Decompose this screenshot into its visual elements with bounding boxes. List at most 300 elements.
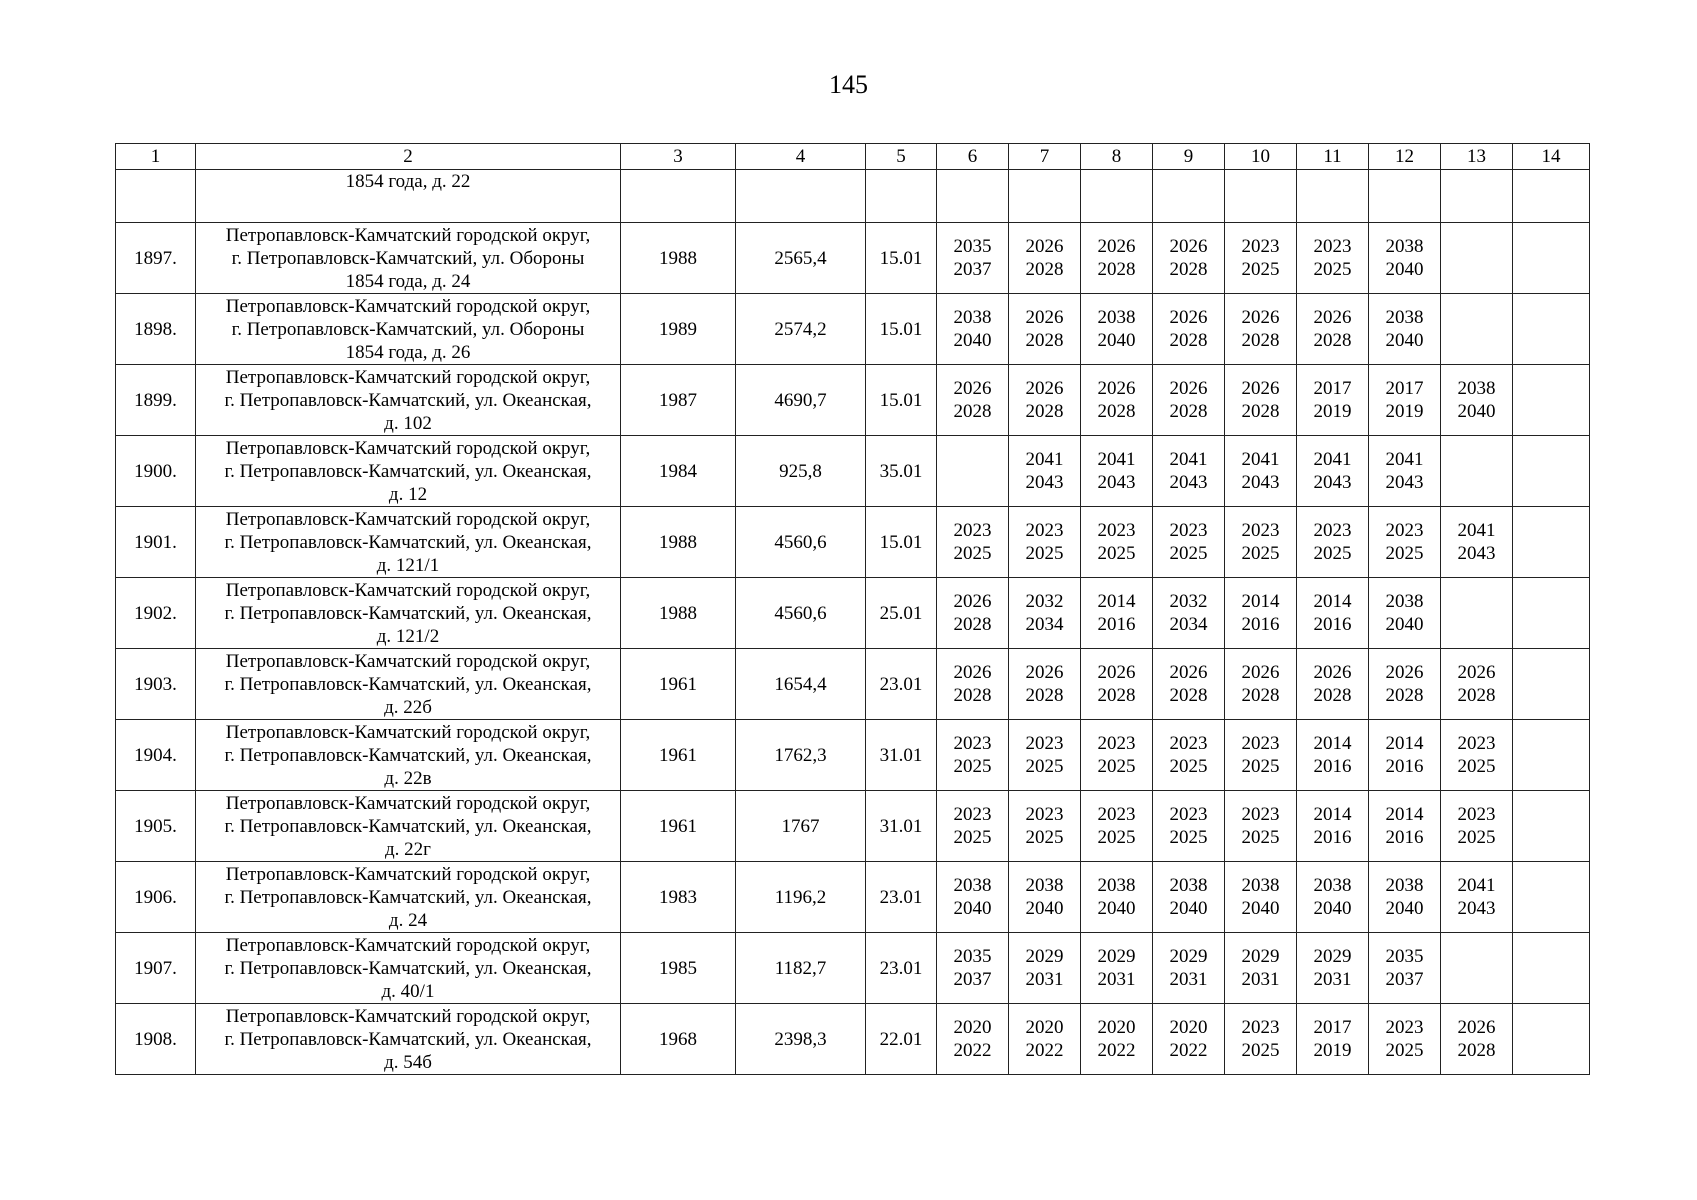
period-start: 2026 xyxy=(1241,662,1280,683)
period-start: 2026 xyxy=(1097,662,1136,683)
row-number-cell: 1900. xyxy=(116,436,196,507)
address-line: г. Петропавловск-Камчатский, ул. Океанская, xyxy=(224,531,592,553)
period-start: 2023 xyxy=(1457,804,1496,825)
period-end: 2034 xyxy=(1025,614,1064,635)
address-line: Петропавловск-Камчатский городской округ, xyxy=(225,295,591,317)
period-cell xyxy=(1513,1004,1590,1075)
period-end: 2025 xyxy=(1025,756,1064,777)
period-end: 2022 xyxy=(1097,1040,1136,1061)
table-row xyxy=(116,720,1590,791)
period-cell xyxy=(1369,436,1441,507)
period-end: 2043 xyxy=(1313,472,1352,493)
period-start: 2026 xyxy=(1457,662,1496,683)
empty-cell xyxy=(1369,170,1441,223)
year-cell: 1961 xyxy=(621,791,736,862)
period-end: 2028 xyxy=(1169,685,1208,706)
period-cell xyxy=(1009,791,1081,862)
period-end: 2028 xyxy=(1313,685,1352,706)
period-cell xyxy=(1297,223,1369,294)
row-number-cell: 1908. xyxy=(116,1004,196,1075)
column-header: 14 xyxy=(1513,144,1590,170)
code-cell: 15.01 xyxy=(866,507,937,578)
period-start: 2023 xyxy=(953,520,992,541)
period-start: 2023 xyxy=(1385,520,1424,541)
area-cell: 925,8 xyxy=(736,436,866,507)
period-end: 2037 xyxy=(953,259,992,280)
period-start: 2026 xyxy=(1025,307,1064,328)
period-end: 2028 xyxy=(953,614,992,635)
address-cell xyxy=(196,933,621,1004)
period-start: 2038 xyxy=(1385,236,1424,257)
period-start: 2023 xyxy=(1241,733,1280,754)
period-cell xyxy=(1441,791,1513,862)
year-cell: 1988 xyxy=(621,507,736,578)
period-end: 2022 xyxy=(1169,1040,1208,1061)
empty-cell xyxy=(1297,170,1369,223)
code-cell: 31.01 xyxy=(866,720,937,791)
period-cell xyxy=(1513,223,1590,294)
column-header: 10 xyxy=(1225,144,1297,170)
column-header: 4 xyxy=(736,144,866,170)
period-cell xyxy=(1081,933,1153,1004)
period-cell xyxy=(1225,223,1297,294)
table-row xyxy=(116,294,1590,365)
period-start: 2023 xyxy=(1241,804,1280,825)
period-start: 2038 xyxy=(1025,875,1064,896)
period-cell xyxy=(1441,436,1513,507)
period-cell xyxy=(1369,507,1441,578)
area-cell: 2574,2 xyxy=(736,294,866,365)
address-cell xyxy=(196,578,621,649)
period-cell xyxy=(937,933,1009,1004)
period-end: 2031 xyxy=(1169,969,1208,990)
period-end: 2028 xyxy=(1241,685,1280,706)
address-line: д. 12 xyxy=(388,483,428,505)
period-start: 2038 xyxy=(1097,307,1136,328)
period-end: 2043 xyxy=(1025,472,1064,493)
period-cell xyxy=(1153,649,1225,720)
period-start: 2029 xyxy=(1241,946,1280,967)
period-end: 2016 xyxy=(1385,827,1424,848)
page-number: 145 xyxy=(829,70,868,99)
period-start: 2026 xyxy=(1169,662,1208,683)
period-cell xyxy=(937,365,1009,436)
period-end: 2043 xyxy=(1097,472,1136,493)
period-cell xyxy=(1009,649,1081,720)
code-cell: 15.01 xyxy=(866,365,937,436)
period-start: 2026 xyxy=(1385,662,1424,683)
period-cell xyxy=(1297,791,1369,862)
address-line: г. Петропавловск-Камчатский, ул. Океанская, xyxy=(224,673,592,695)
period-end: 2043 xyxy=(1241,472,1280,493)
period-start: 2038 xyxy=(1169,875,1208,896)
period-start: 2041 xyxy=(1457,875,1496,896)
period-cell xyxy=(1225,578,1297,649)
period-start: 2014 xyxy=(1385,804,1424,825)
address-line: д. 102 xyxy=(384,412,432,434)
column-header: 5 xyxy=(866,144,937,170)
period-cell xyxy=(1369,1004,1441,1075)
period-end: 2040 xyxy=(1097,898,1136,919)
period-end: 2028 xyxy=(953,401,992,422)
area-cell: 2398,3 xyxy=(736,1004,866,1075)
period-end: 2040 xyxy=(1385,614,1424,635)
period-end: 2025 xyxy=(1385,543,1424,564)
period-end: 2022 xyxy=(953,1040,992,1061)
period-end: 2043 xyxy=(1169,472,1208,493)
period-cell xyxy=(1153,720,1225,791)
period-cell xyxy=(937,649,1009,720)
period-cell xyxy=(937,1004,1009,1075)
period-cell xyxy=(1081,1004,1153,1075)
year-cell: 1987 xyxy=(621,365,736,436)
address-cell xyxy=(196,223,621,294)
period-start: 2041 xyxy=(1169,449,1208,470)
period-cell xyxy=(1369,365,1441,436)
registry-table xyxy=(115,143,1590,1075)
table-row xyxy=(116,649,1590,720)
column-header: 7 xyxy=(1009,144,1081,170)
period-cell xyxy=(1513,294,1590,365)
address-line: д. 24 xyxy=(388,909,428,931)
period-cell xyxy=(937,862,1009,933)
period-start: 2023 xyxy=(1241,236,1280,257)
period-end: 2019 xyxy=(1313,401,1352,422)
period-end: 2028 xyxy=(1457,685,1496,706)
empty-cell xyxy=(1153,170,1225,223)
period-start: 2026 xyxy=(1097,378,1136,399)
period-cell xyxy=(1441,578,1513,649)
area-cell: 1196,2 xyxy=(736,862,866,933)
period-start: 2035 xyxy=(953,946,992,967)
period-end: 2016 xyxy=(1313,756,1352,777)
column-header: 9 xyxy=(1153,144,1225,170)
period-start: 2023 xyxy=(1025,733,1064,754)
code-cell: 15.01 xyxy=(866,223,937,294)
period-end: 2025 xyxy=(1241,1040,1280,1061)
period-cell xyxy=(1441,862,1513,933)
period-end: 2025 xyxy=(1385,1040,1424,1061)
period-end: 2025 xyxy=(1241,756,1280,777)
column-header: 6 xyxy=(937,144,1009,170)
period-end: 2037 xyxy=(953,969,992,990)
period-cell xyxy=(1009,933,1081,1004)
period-cell xyxy=(1369,578,1441,649)
period-end: 2025 xyxy=(953,543,992,564)
period-end: 2031 xyxy=(1313,969,1352,990)
period-start: 2026 xyxy=(953,662,992,683)
period-start: 2014 xyxy=(1385,733,1424,754)
area-cell: 2565,4 xyxy=(736,223,866,294)
empty-cell xyxy=(1441,170,1513,223)
period-end: 2025 xyxy=(953,827,992,848)
period-cell xyxy=(1297,933,1369,1004)
period-start: 2023 xyxy=(1313,520,1352,541)
address-cell xyxy=(196,365,621,436)
period-cell xyxy=(1081,791,1153,862)
period-cell xyxy=(1153,294,1225,365)
table-row xyxy=(116,223,1590,294)
period-end: 2028 xyxy=(1025,259,1064,280)
period-cell xyxy=(937,578,1009,649)
address-line: г. Петропавловск-Камчатский, ул. Океанская, xyxy=(224,744,592,766)
address-line: г. Петропавловск-Камчатский, ул. Океанская, xyxy=(224,602,592,624)
period-cell xyxy=(1009,862,1081,933)
row-number-cell: 1906. xyxy=(116,862,196,933)
period-cell xyxy=(1009,294,1081,365)
table-row xyxy=(116,1004,1590,1075)
period-start: 2023 xyxy=(1241,1017,1280,1038)
column-header: 11 xyxy=(1297,144,1369,170)
column-header: 12 xyxy=(1369,144,1441,170)
period-end: 2028 xyxy=(1097,685,1136,706)
column-header: 2 xyxy=(196,144,621,170)
period-cell xyxy=(1297,436,1369,507)
period-end: 2025 xyxy=(1097,543,1136,564)
empty-cell xyxy=(866,170,937,223)
period-end: 2028 xyxy=(1097,259,1136,280)
period-end: 2040 xyxy=(1241,898,1280,919)
address-line: г. Петропавловск-Камчатский, ул. Обороны xyxy=(231,318,585,340)
period-end: 2028 xyxy=(1169,330,1208,351)
address-line: Петропавловск-Камчатский городской округ, xyxy=(225,366,591,388)
period-start: 2014 xyxy=(1313,733,1352,754)
period-start: 2023 xyxy=(1169,733,1208,754)
address-line: Петропавловск-Камчатский городской округ, xyxy=(225,721,591,743)
period-end: 2043 xyxy=(1457,543,1496,564)
period-start: 2029 xyxy=(1025,946,1064,967)
period-end: 2040 xyxy=(1457,401,1496,422)
period-cell xyxy=(1009,436,1081,507)
period-end: 2040 xyxy=(953,898,992,919)
period-end: 2028 xyxy=(1457,1040,1496,1061)
period-cell xyxy=(937,294,1009,365)
period-start: 2038 xyxy=(1097,875,1136,896)
period-cell xyxy=(1513,791,1590,862)
table-row xyxy=(116,436,1590,507)
period-end: 2040 xyxy=(1313,898,1352,919)
period-start: 2026 xyxy=(1313,307,1352,328)
year-cell: 1983 xyxy=(621,862,736,933)
period-start: 2014 xyxy=(1313,591,1352,612)
period-start: 2026 xyxy=(1241,378,1280,399)
empty-cell xyxy=(116,170,196,223)
empty-cell xyxy=(736,170,866,223)
period-start: 2026 xyxy=(1169,236,1208,257)
period-end: 2016 xyxy=(1385,756,1424,777)
address-line: д. 22б xyxy=(384,696,432,718)
period-cell xyxy=(1297,294,1369,365)
continuation-row xyxy=(116,170,1590,223)
empty-cell xyxy=(1225,170,1297,223)
period-end: 2025 xyxy=(1457,756,1496,777)
code-cell: 25.01 xyxy=(866,578,937,649)
code-cell: 23.01 xyxy=(866,933,937,1004)
period-start: 2029 xyxy=(1097,946,1136,967)
period-cell xyxy=(1369,720,1441,791)
period-cell xyxy=(1225,649,1297,720)
period-start: 2038 xyxy=(1385,591,1424,612)
period-cell xyxy=(1441,365,1513,436)
year-cell: 1989 xyxy=(621,294,736,365)
period-start: 2023 xyxy=(953,804,992,825)
address-line: г. Петропавловск-Камчатский, ул. Океанская, xyxy=(224,389,592,411)
period-cell xyxy=(1009,223,1081,294)
period-start: 2023 xyxy=(1169,804,1208,825)
row-number-cell: 1905. xyxy=(116,791,196,862)
table-body xyxy=(116,144,1590,1075)
address-line: Петропавловск-Камчатский городской округ, xyxy=(225,863,591,885)
address-line: Петропавловск-Камчатский городской округ, xyxy=(225,650,591,672)
code-cell: 31.01 xyxy=(866,791,937,862)
period-start: 2026 xyxy=(1241,307,1280,328)
address-line: г. Петропавловск-Камчатский, ул. Океанская, xyxy=(224,815,592,837)
period-end: 2040 xyxy=(953,330,992,351)
period-end: 2025 xyxy=(953,756,992,777)
period-end: 2043 xyxy=(1385,472,1424,493)
address-line: Петропавловск-Камчатский городской округ, xyxy=(225,437,591,459)
period-start: 2041 xyxy=(1025,449,1064,470)
period-cell xyxy=(1441,649,1513,720)
period-start: 2041 xyxy=(1097,449,1136,470)
year-cell: 1985 xyxy=(621,933,736,1004)
period-cell xyxy=(1081,294,1153,365)
period-start: 2029 xyxy=(1313,946,1352,967)
period-cell xyxy=(1225,507,1297,578)
period-cell xyxy=(1153,933,1225,1004)
period-start: 2032 xyxy=(1025,591,1064,612)
period-cell xyxy=(1297,507,1369,578)
period-start: 2023 xyxy=(1457,733,1496,754)
period-cell xyxy=(937,223,1009,294)
period-cell xyxy=(1297,649,1369,720)
period-start: 2014 xyxy=(1097,591,1136,612)
period-end: 2016 xyxy=(1241,614,1280,635)
address-line: 1854 года, д. 26 xyxy=(345,341,471,363)
address-line: д. 121/1 xyxy=(376,554,440,576)
period-end: 2025 xyxy=(1241,259,1280,280)
period-end: 2025 xyxy=(1169,827,1208,848)
address-cell xyxy=(196,436,621,507)
table-row xyxy=(116,365,1590,436)
column-header: 8 xyxy=(1081,144,1153,170)
period-start: 2026 xyxy=(1169,307,1208,328)
period-end: 2028 xyxy=(1025,401,1064,422)
period-cell xyxy=(1441,720,1513,791)
period-start: 2038 xyxy=(1313,875,1352,896)
period-start: 2035 xyxy=(953,236,992,257)
empty-cell xyxy=(1081,170,1153,223)
period-start: 2020 xyxy=(1025,1017,1064,1038)
column-header: 13 xyxy=(1441,144,1513,170)
address-line: Петропавловск-Камчатский городской округ, xyxy=(225,224,591,246)
period-start: 2029 xyxy=(1169,946,1208,967)
period-end: 2028 xyxy=(1241,401,1280,422)
period-end: 2028 xyxy=(1025,330,1064,351)
empty-cell xyxy=(1513,170,1590,223)
address-line: Петропавловск-Камчатский городской округ, xyxy=(225,1005,591,1027)
period-cell xyxy=(1513,578,1590,649)
period-start: 2038 xyxy=(1241,875,1280,896)
period-end: 2040 xyxy=(1385,330,1424,351)
period-cell xyxy=(1297,862,1369,933)
period-end: 2028 xyxy=(1169,401,1208,422)
period-start: 2026 xyxy=(1025,378,1064,399)
period-cell xyxy=(1369,223,1441,294)
code-cell: 23.01 xyxy=(866,649,937,720)
period-cell xyxy=(937,507,1009,578)
period-end: 2028 xyxy=(1241,330,1280,351)
period-cell xyxy=(1009,720,1081,791)
address-line: 1854 года, д. 22 xyxy=(345,171,471,192)
period-end: 2025 xyxy=(1169,543,1208,564)
header-row xyxy=(116,144,1590,170)
period-start: 2038 xyxy=(1457,378,1496,399)
period-end: 2019 xyxy=(1313,1040,1352,1061)
period-start: 2035 xyxy=(1385,946,1424,967)
table-row xyxy=(116,933,1590,1004)
period-cell xyxy=(1009,365,1081,436)
period-start: 2026 xyxy=(1025,236,1064,257)
year-cell: 1988 xyxy=(621,578,736,649)
period-cell xyxy=(1009,1004,1081,1075)
address-cell xyxy=(196,294,621,365)
period-end: 2031 xyxy=(1025,969,1064,990)
period-start: 2020 xyxy=(1169,1017,1208,1038)
table-row xyxy=(116,791,1590,862)
period-start: 2038 xyxy=(953,875,992,896)
period-cell xyxy=(1297,578,1369,649)
empty-cell xyxy=(1009,170,1081,223)
period-start: 2023 xyxy=(1097,733,1136,754)
period-cell xyxy=(1153,578,1225,649)
period-start: 2023 xyxy=(1097,804,1136,825)
address-cell xyxy=(196,791,621,862)
period-end: 2025 xyxy=(1241,543,1280,564)
period-start: 2014 xyxy=(1313,804,1352,825)
area-cell: 1762,3 xyxy=(736,720,866,791)
period-end: 2028 xyxy=(1385,685,1424,706)
period-cell xyxy=(1225,933,1297,1004)
period-start: 2038 xyxy=(953,307,992,328)
period-start: 2020 xyxy=(1097,1017,1136,1038)
period-start: 2041 xyxy=(1241,449,1280,470)
code-cell: 23.01 xyxy=(866,862,937,933)
period-end: 2028 xyxy=(1025,685,1064,706)
row-number-cell: 1903. xyxy=(116,649,196,720)
period-end: 2025 xyxy=(1241,827,1280,848)
period-cell xyxy=(1441,1004,1513,1075)
table-row xyxy=(116,578,1590,649)
period-cell xyxy=(1081,649,1153,720)
period-start: 2023 xyxy=(1097,520,1136,541)
period-end: 2034 xyxy=(1169,614,1208,635)
empty-cell xyxy=(621,170,736,223)
column-header: 1 xyxy=(116,144,196,170)
period-start: 2014 xyxy=(1241,591,1280,612)
period-start: 2020 xyxy=(953,1017,992,1038)
address-line: д. 121/2 xyxy=(376,625,440,647)
period-start: 2041 xyxy=(1385,449,1424,470)
period-end: 2040 xyxy=(1385,898,1424,919)
period-end: 2028 xyxy=(953,685,992,706)
period-start: 2017 xyxy=(1313,378,1352,399)
area-cell: 1654,4 xyxy=(736,649,866,720)
year-cell: 1988 xyxy=(621,223,736,294)
period-end: 2040 xyxy=(1385,259,1424,280)
period-end: 2040 xyxy=(1169,898,1208,919)
address-line: д. 40/1 xyxy=(381,980,435,1002)
